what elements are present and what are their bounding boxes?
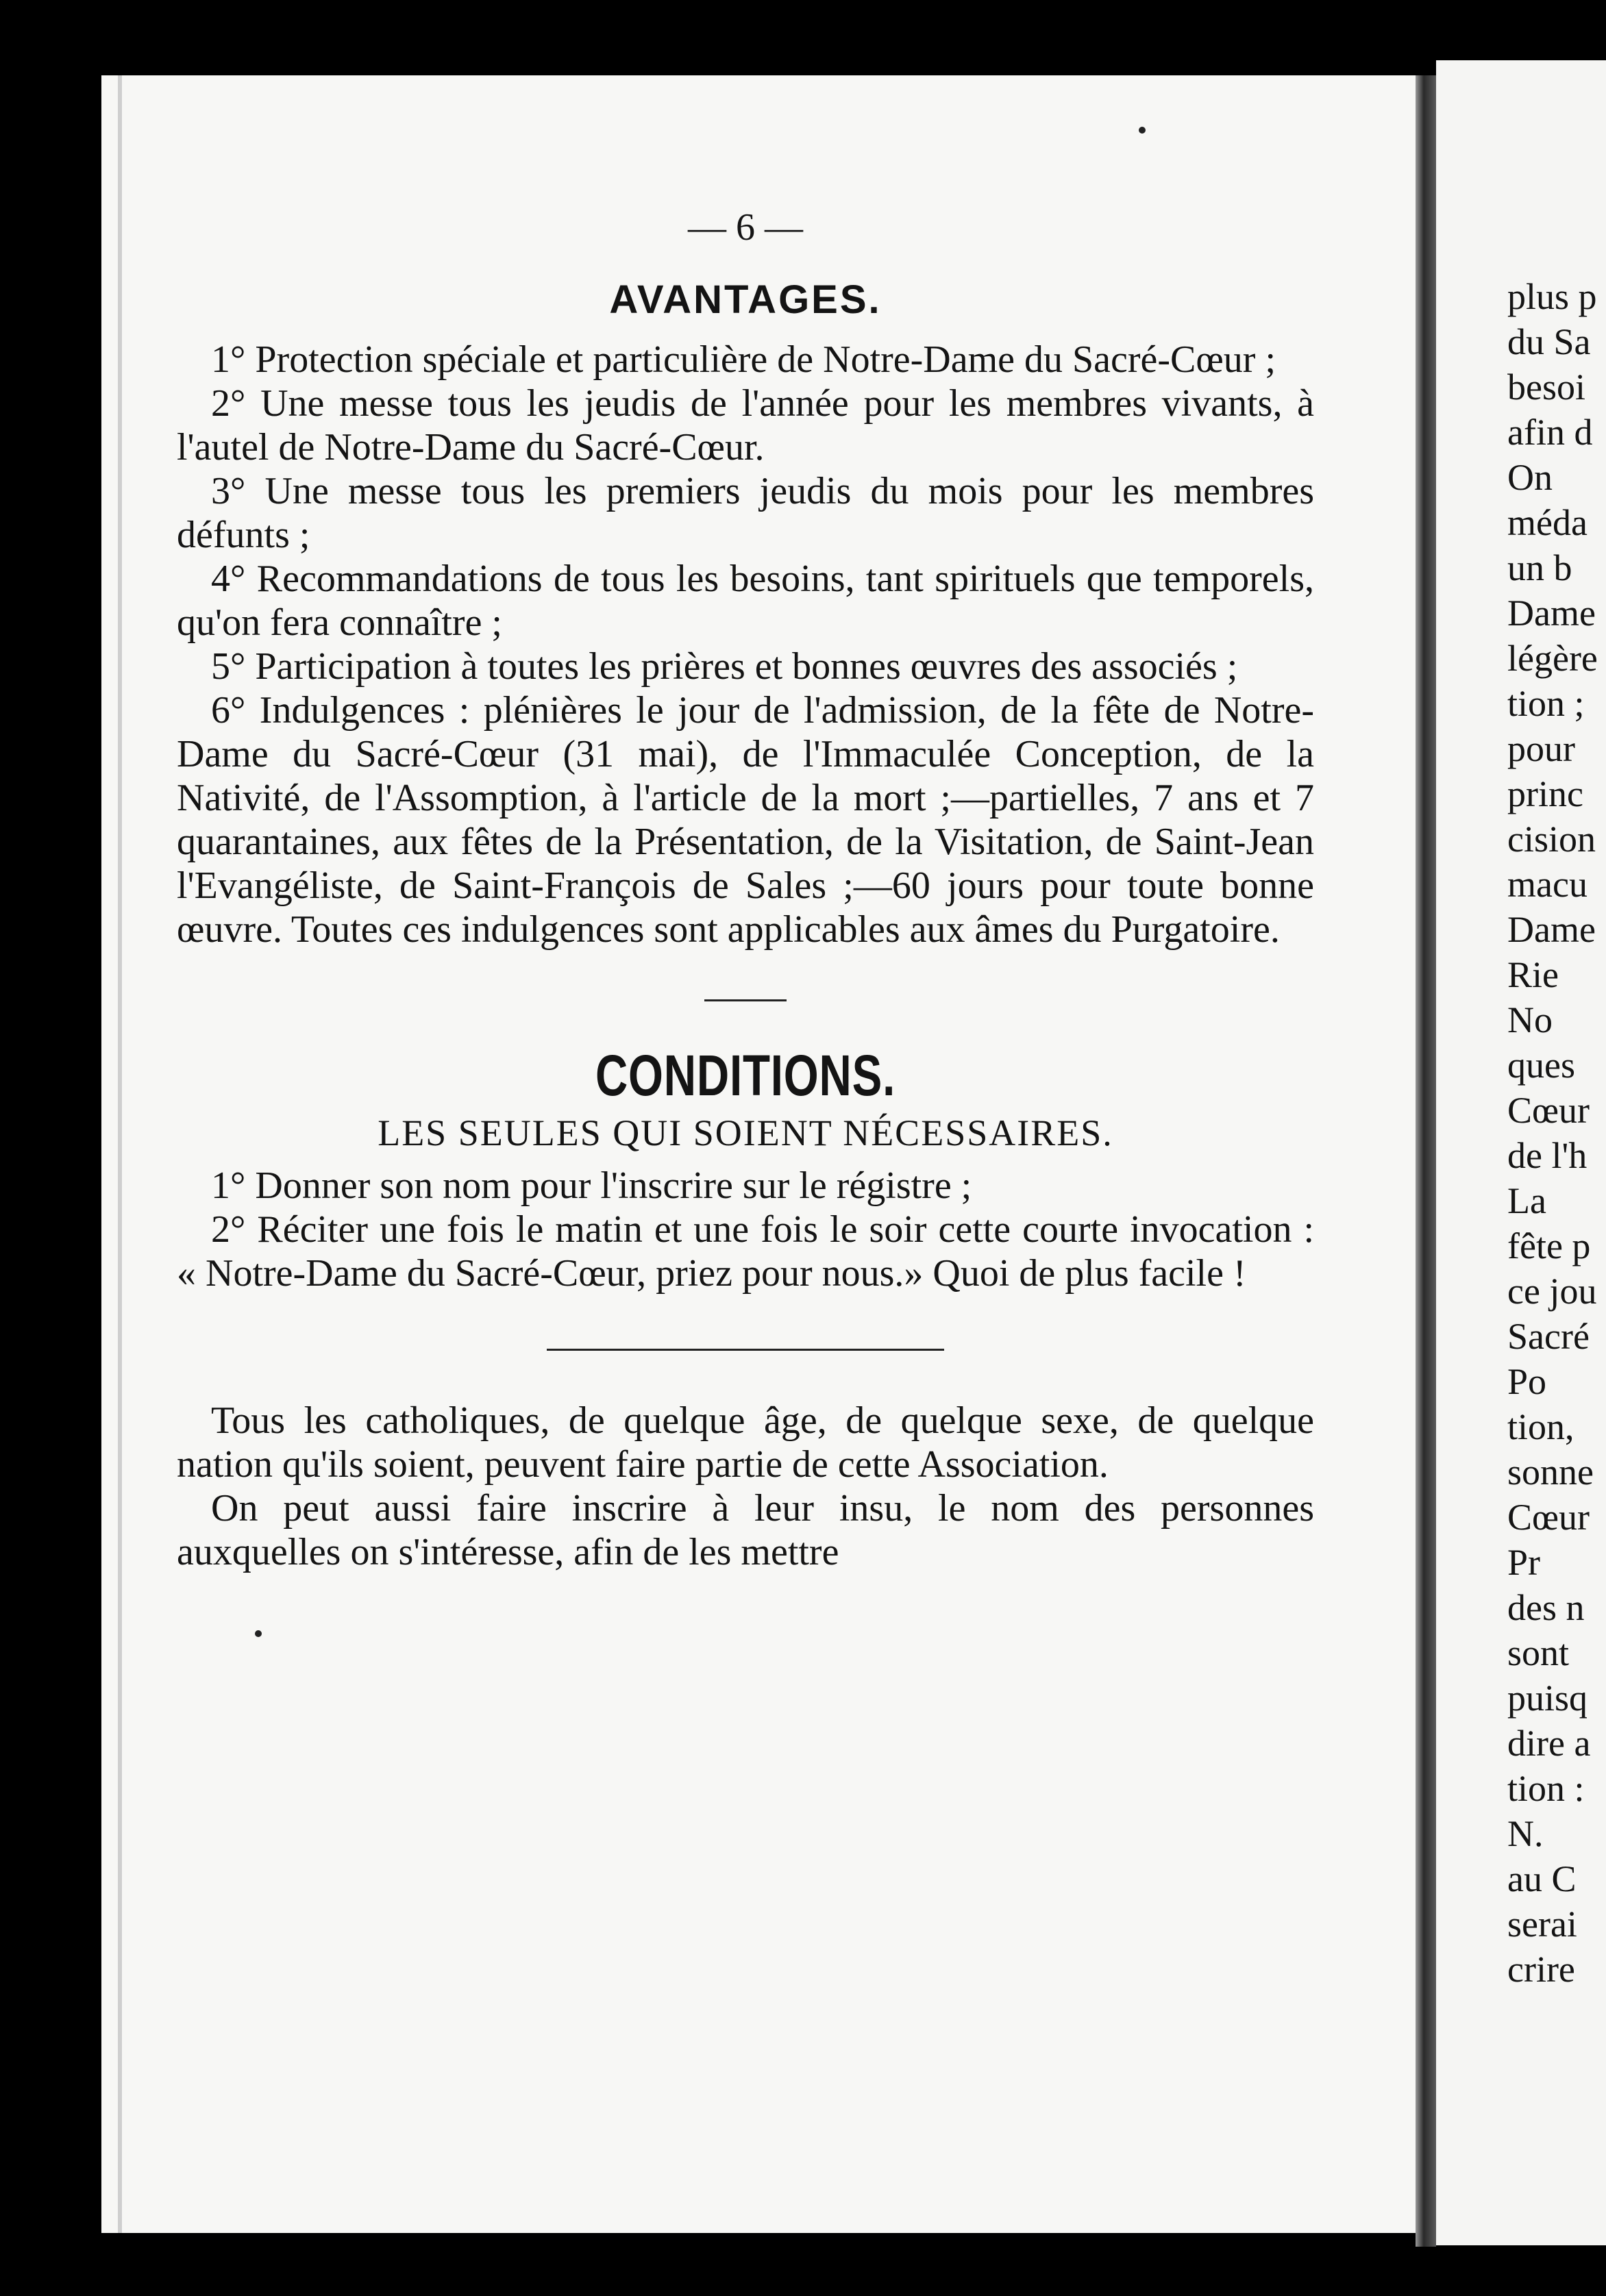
avantage-item: 5° Participation à toutes les prières et bonnes œuvres des associés ;: [211, 645, 1238, 688]
right-page-line: légère: [1507, 638, 1598, 679]
book-spine: [1416, 75, 1436, 2247]
right-page-line: ques: [1507, 1045, 1575, 1086]
left-page-content: [177, 205, 1314, 1574]
right-page-line: tion ;: [1507, 683, 1585, 724]
avantages-heading: AVANTAGES.: [609, 277, 882, 322]
right-page-line: princ: [1507, 773, 1583, 814]
right-page-line: macu: [1507, 864, 1588, 905]
right-page-line: Po: [1507, 1361, 1547, 1402]
avantage-item: 2° Une messe tous les jeudis de l'année pour les membres vivants, à l'autel de Notre-Dame du Sacré-Cœur.: [177, 382, 1314, 469]
right-page-line: un b: [1507, 547, 1572, 588]
right-page-line: méda: [1507, 502, 1588, 543]
right-page-line: plus p: [1507, 276, 1597, 317]
right-page-line: besoi: [1507, 366, 1585, 408]
condition-item: 1° Donner son nom pour l'inscrire sur le régistre ;: [211, 1164, 972, 1207]
section-divider: [704, 999, 787, 1001]
right-page-line: No: [1507, 999, 1553, 1040]
section-divider-long: [547, 1349, 944, 1351]
avantage-item: 3° Une messe tous les premiers jeudis du mois pour les membres défunts ;: [177, 470, 1314, 556]
right-page-line: cision: [1507, 819, 1596, 860]
right-page-line: serai: [1507, 1904, 1577, 1945]
right-page-line: dire a: [1507, 1723, 1591, 1764]
ink-speck: [255, 1630, 262, 1637]
closing-paragraph: Tous les catholiques, de quelque âge, de quelque sexe, de quelque nation qu'ils soient, peuvent faire partie de cette Association.: [177, 1399, 1314, 1486]
conditions-subheading: LES SEULES QUI SOIENT NÉCESSAIRES.: [378, 1112, 1113, 1153]
avantage-item: 4° Recommandations de tous les besoins, tant spirituels que temporels, qu'on fera connaître ;: [177, 558, 1314, 644]
right-page-line: fête p: [1507, 1225, 1591, 1266]
right-page-line: afin d: [1507, 412, 1593, 453]
right-page-line: crire: [1507, 1949, 1575, 1990]
ink-speck: [1139, 127, 1146, 134]
right-page-line: sont: [1507, 1632, 1570, 1673]
right-page-line: Sacré: [1507, 1316, 1590, 1357]
right-page-line: au C: [1507, 1858, 1577, 1899]
right-page-line: tion :: [1507, 1768, 1585, 1809]
right-page-fragments: [1507, 274, 1603, 1992]
page-number: — 6 —: [688, 206, 803, 249]
right-page-line: de l'h: [1507, 1135, 1588, 1176]
right-page-line: tion,: [1507, 1406, 1574, 1447]
right-page-line: On: [1507, 457, 1553, 498]
right-page-line: puisq: [1507, 1677, 1588, 1719]
right-page-line: Dame: [1507, 909, 1596, 950]
condition-item: 2° Réciter une fois le matin et une fois le soir cette courte invocation : « Notre-Dame du Sacré-Cœur, priez pour nous.» Quoi de plus facile !: [177, 1208, 1314, 1295]
right-page-line: N.: [1507, 1813, 1544, 1854]
right-page-line: Cœur: [1507, 1497, 1590, 1538]
right-page-line: du Sa: [1507, 321, 1591, 362]
right-page-line: Cœur: [1507, 1090, 1590, 1131]
right-page-line: Rie: [1507, 954, 1559, 995]
right-page-line: La: [1507, 1180, 1546, 1221]
conditions-heading: CONDITIONS.: [595, 1043, 896, 1108]
right-page-line: des n: [1507, 1587, 1585, 1628]
avantage-item: 1° Protection spéciale et particulière de Notre-Dame du Sacré-Cœur ;: [211, 338, 1276, 381]
right-page-line: Dame: [1507, 592, 1596, 634]
right-page-line: Pr: [1507, 1542, 1541, 1583]
right-page-line: sonne: [1507, 1451, 1594, 1493]
closing-paragraph: On peut aussi faire inscrire à leur insu, le nom des personnes auxquelles on s'intéresse, afin de les mettre: [177, 1487, 1314, 1573]
avantage-item: 6° Indulgences : plénières le jour de l'admission, de la fête de Notre-Dame du Sacré-Cœur (31 mai), de l'Immaculée Conception, de la Nativité, de l'Assomption, à l'article de la mort ;—partielles, 7 ans et 7 quarantaines, aux fêtes de la Présentation, de la Visitation, de Saint-Jean l'Evangéliste, de Saint-François de Sales ;—60 jours pour toute bonne œuvre. Toutes ces indulgences sont applicables aux âmes du Purgatoire.: [177, 689, 1314, 951]
right-page-line: ce jou: [1507, 1271, 1597, 1312]
right-page-line: pour: [1507, 728, 1575, 769]
